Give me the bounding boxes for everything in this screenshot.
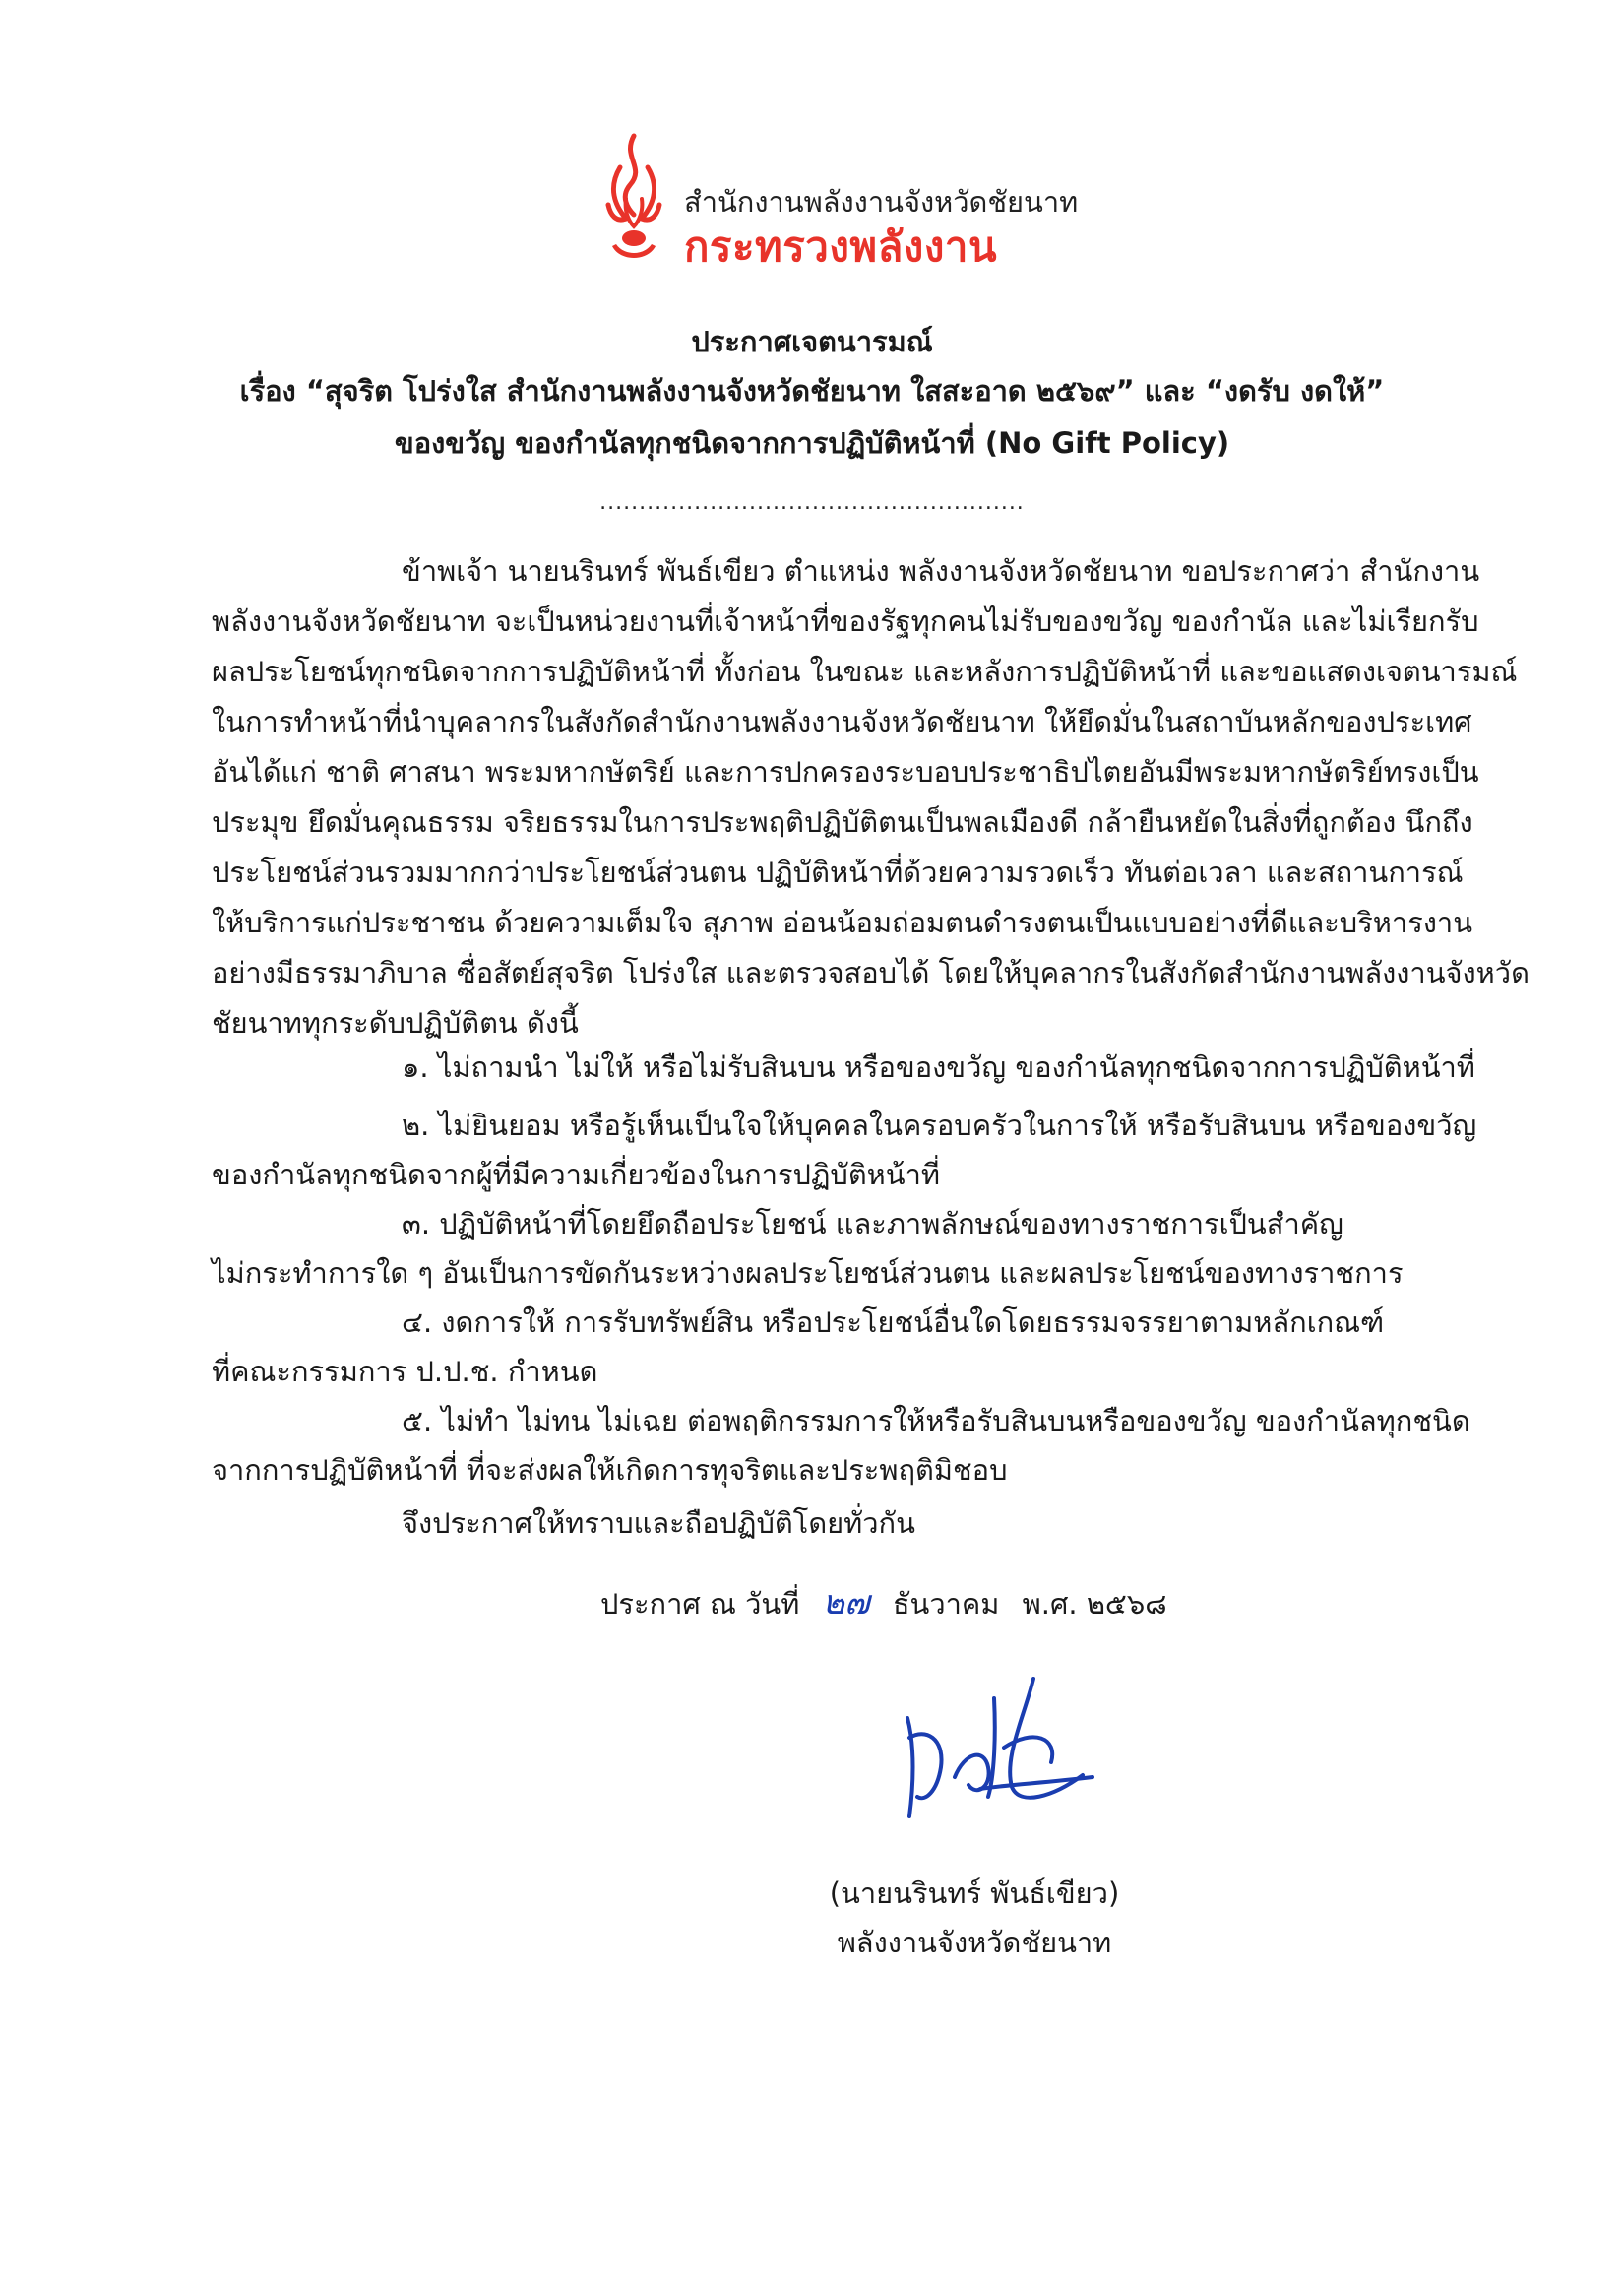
body-line: พลังงานจังหวัดชัยนาท จะเป็นหน่วยงานที่เจ้าหน้าที่ของรัฐทุกคนไม่รับของขวัญ ของกำนัล และไม่เรียกรับ (212, 605, 1479, 638)
list-item-2: ๒. ไม่ยินยอม หรือรู้เห็นเป็นใจให้บุคคลในครอบครัวในการให้ หรือรับสินบน หรือของขวัญ (402, 1109, 1477, 1142)
body-line: ให้บริการแก่ประชาชน ด้วยความเต็มใจ สุภาพ อ่อนน้อมถ่อมตนดำรงตนเป็นแบบอย่างที่ดีและบริหารงาน (212, 906, 1473, 939)
date-year: พ.ศ. ๒๕๖๘ (1022, 1587, 1167, 1621)
separator: ...................................................... (599, 490, 1025, 515)
body-line: ชัยนาททุกระดับปฏิบัติตน ดังนี้ (212, 1006, 579, 1040)
subject-line-2: ของขวัญ ของกำนัลทุกชนิดจากการปฏิบัติหน้าที่ (No Gift Policy) (394, 426, 1230, 460)
body-line: อย่างมีธรรมาภิบาล ซื่อสัตย์สุจริต โปร่งใส และตรวจสอบได้ โดยให้บุคลากรในสังกัดสำนักงานพลังงานจังหวัด (212, 956, 1530, 989)
body-line: ผลประโยชน์ทุกชนิดจากการปฏิบัติหน้าที่ ทั้งก่อน ในขณะ และหลังการปฏิบัติหน้าที่ และขอแสดงเจตนารมณ์ (212, 655, 1518, 688)
date-prefix: ประกาศ ณ วันที่ (600, 1587, 800, 1621)
closing-statement: จึงประกาศให้ทราบและถือปฏิบัติโดยทั่วกัน (402, 1506, 915, 1540)
list-item-2-cont: ของกำนัลทุกชนิดจากผู้ที่มีความเกี่ยวข้องในการปฏิบัติหน้าที่ (212, 1158, 941, 1191)
body-line: ข้าพเจ้า นายนรินทร์ พันธ์เขียว ตำแหน่ง พลังงานจังหวัดชัยนาท ขอประกาศว่า สำนักงาน (402, 554, 1480, 588)
date-day: ๒๗ (822, 1583, 870, 1623)
list-item-3: ๓. ปฏิบัติหน้าที่โดยยึดถือประโยชน์ และภาพลักษณ์ของทางราชการเป็นสำคัญ (402, 1207, 1343, 1241)
list-item-5-cont: จากการปฏิบัติหน้าที่ ที่จะส่งผลให้เกิดการทุจริตและประพฤติมิชอบ (212, 1453, 1008, 1487)
body-line: ประโยชน์ส่วนรวมมากกว่าประโยชน์ส่วนตน ปฏิบัติหน้าที่ด้วยความรวดเร็ว ทันต่อเวลา และสถานการณ์ (212, 856, 1464, 889)
list-item-4: ๔. งดการให้ การรับทรัพย์สิน หรือประโยชน์อื่นใดโดยธรรมจรรยาตามหลักเกณฑ์ (402, 1305, 1385, 1339)
subject-line-1: เรื่อง “สุจริต โปร่งใส สำนักงานพลังงานจังหวัดชัยนาท ใสสะอาด ๒๕๖๙” และ “งดรับ งดให้” (239, 374, 1385, 408)
handwritten-signature (886, 1659, 1122, 1826)
list-item-1: ๑. ไม่ถามนำ ไม่ให้ หรือไม่รับสินบน หรือของขวัญ ของกำนัลทุกชนิดจากการปฏิบัติหน้าที่ (402, 1050, 1475, 1084)
list-item-4-cont: ที่คณะกรรมการ ป.ป.ช. กำหนด (212, 1355, 598, 1388)
body-line: อันได้แก่ ชาติ ศาสนา พระมหากษัตริย์ และการปกครองระบอบประชาธิปไตยอันมีพระมหากษัตริย์ทรงเป็น (212, 755, 1479, 789)
flame-emblem-icon (600, 128, 667, 266)
date-month: ธันวาคม (892, 1587, 1000, 1621)
list-item-3-cont: ไม่กระทำการใด ๆ อันเป็นการขัดกันระหว่างผลประโยชน์ส่วนตน และผลประโยชน์ของทางราชการ (212, 1256, 1404, 1290)
letterhead (600, 128, 1191, 271)
ministry-name: กระทรวงพลังงาน (684, 223, 998, 271)
signer-position: พลังงานจังหวัดชัยนาท (837, 1926, 1112, 1959)
body-line: ในการทำหน้าที่นำบุคลากรในสังกัดสำนักงานพลังงานจังหวัดชัยนาท ให้ยึดมั่นในสถาบันหลักของประเทศ (212, 705, 1472, 738)
announcement-date (600, 1575, 1181, 1628)
org-name: สำนักงานพลังงานจังหวัดชัยนาท (684, 185, 1079, 219)
document-title: ประกาศเจตนารมณ์ (691, 325, 933, 358)
list-item-5: ๕. ไม่ทำ ไม่ทน ไม่เฉย ต่อพฤติกรรมการให้หรือรับสินบนหรือของขวัญ ของกำนัลทุกชนิด (402, 1404, 1470, 1437)
signer-name: (นายนรินทร์ พันธ์เขียว) (829, 1877, 1120, 1910)
body-line: ประมุข ยึดมั่นคุณธรรม จริยธรรมในการประพฤติปฏิบัติตนเป็นพลเมืองดี กล้ายืนหยัดในสิ่งที่ถูกต้อง นึกถึง (212, 805, 1473, 839)
